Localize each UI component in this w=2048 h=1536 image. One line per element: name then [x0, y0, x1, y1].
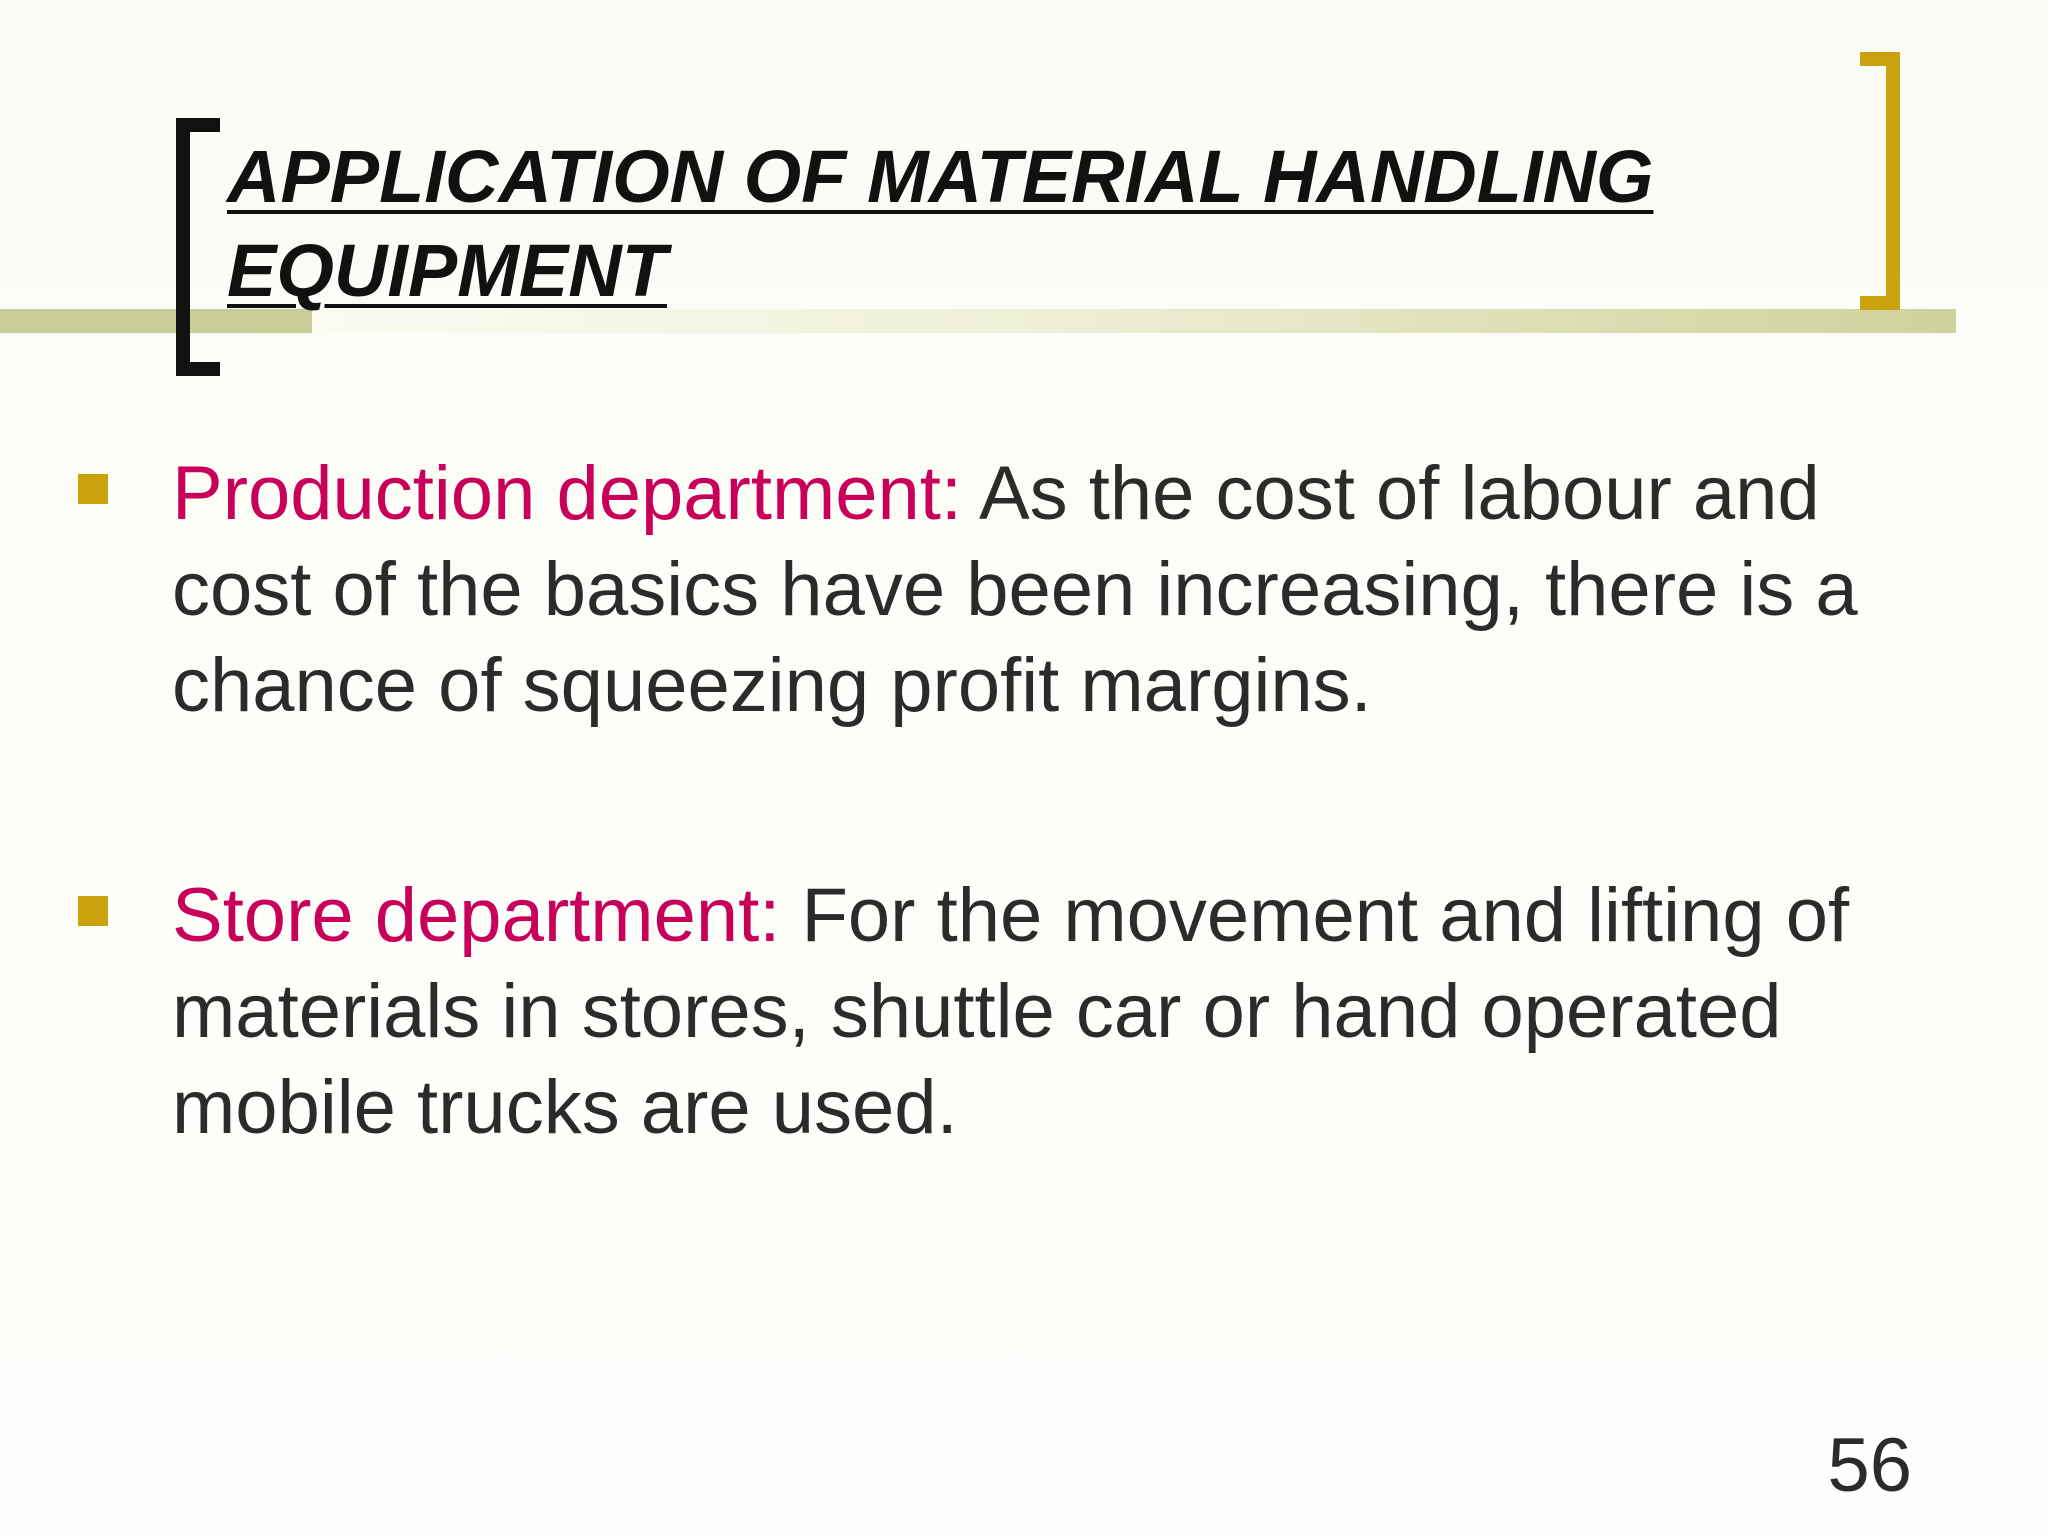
- bullet-lead-label: Store department:: [172, 873, 781, 958]
- bullet-body: For the movement and lifting of materials in stores, shuttle car or hand operated mobile trucks are used.: [172, 873, 1850, 1150]
- page-number: 56: [1827, 1423, 1912, 1508]
- bullet-text: [172, 446, 1952, 734]
- right-bracket-decoration: [1860, 52, 1900, 310]
- left-bracket-decoration: [176, 118, 220, 376]
- square-bullet-icon: [78, 896, 108, 926]
- bullet-lead-label: Production department:: [172, 451, 963, 536]
- bullet-text: [172, 868, 1952, 1156]
- bullet-body: As the cost of labour and cost of the basics have been increasing, there is a chance of squeezing profit margins.: [172, 451, 1858, 728]
- slide-title: APPLICATION OF MATERIAL HANDLING EQUIPMENT: [227, 135, 1654, 312]
- square-bullet-icon: [78, 474, 108, 504]
